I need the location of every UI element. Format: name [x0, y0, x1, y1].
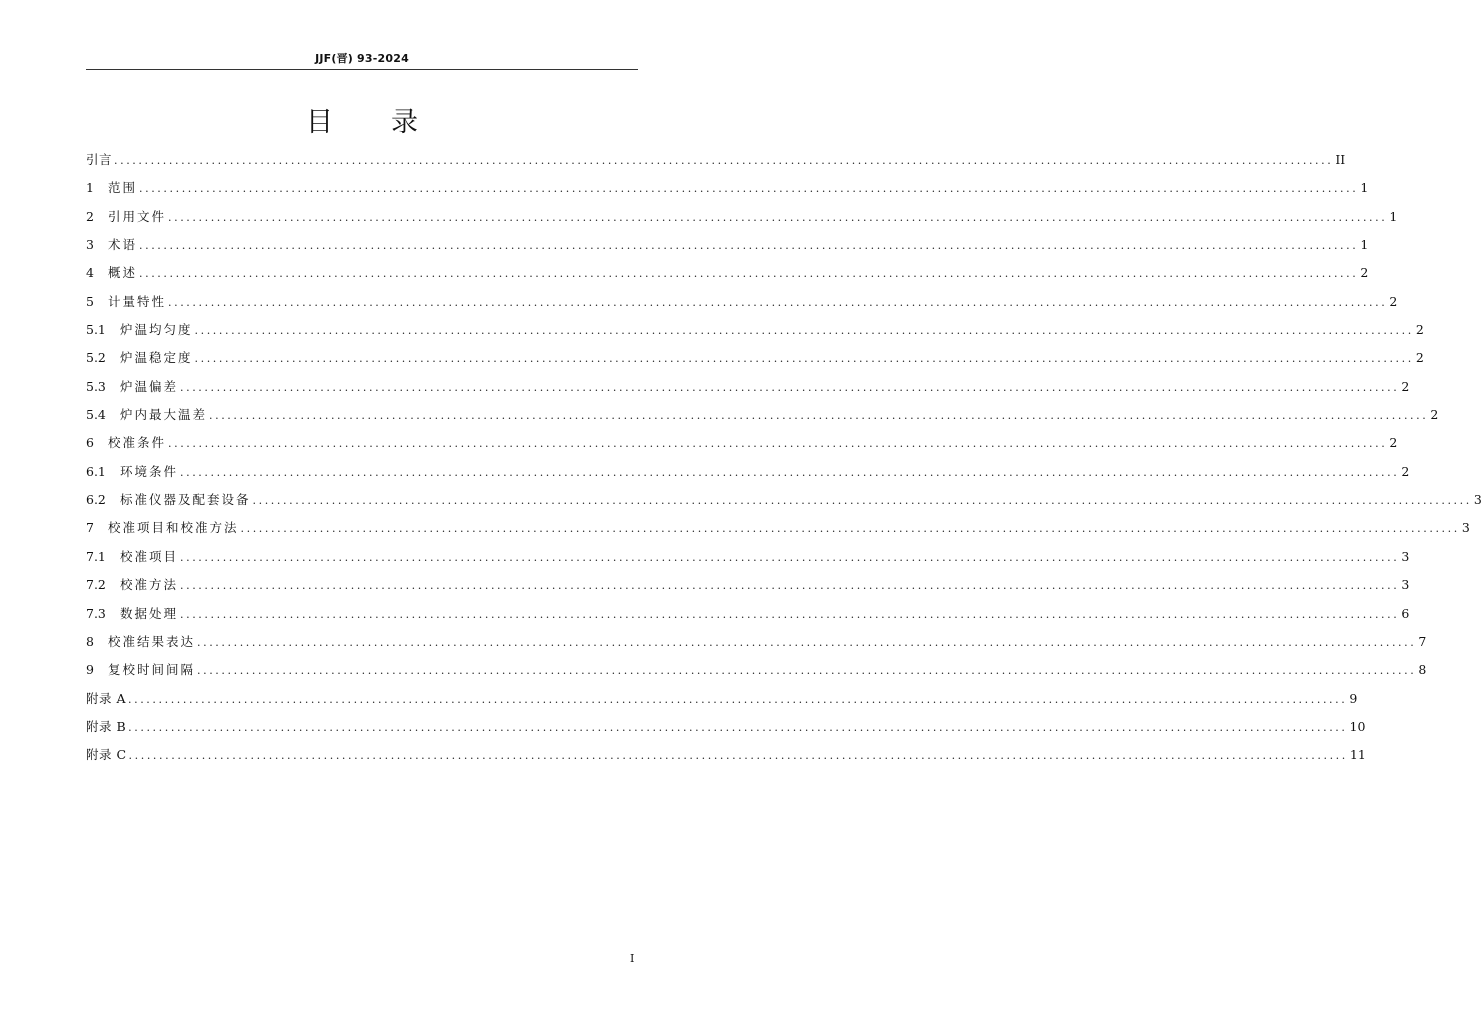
toc-entry[interactable]	[86, 377, 1410, 405]
toc-entry-label: 校准方法	[120, 577, 179, 593]
toc-entry-number: 5	[86, 293, 94, 309]
dot-leader: ........................................................................................................................................................................................................	[168, 437, 1388, 451]
toc-entry-page: 3	[1461, 520, 1470, 536]
document-code-header: JJF(晋) 93-2024	[86, 50, 638, 70]
toc-entry[interactable]	[86, 547, 1410, 575]
dot-leader: ........................................................................................................................................................................................................	[197, 664, 1417, 678]
toc-entry-label: 引言	[86, 152, 113, 167]
toc-entry-number: 9	[86, 662, 94, 678]
toc-entry[interactable]	[86, 292, 1398, 320]
toc-entry-number: 2	[86, 208, 94, 224]
toc-entry[interactable]	[86, 405, 1439, 433]
toc-entry-page: 1	[1360, 180, 1369, 196]
toc-entry-page: 3	[1473, 492, 1482, 508]
toc-entry[interactable]	[86, 150, 1346, 178]
dot-leader: ........................................................................................................................................................................................................	[168, 210, 1388, 224]
toc-entry[interactable]	[86, 320, 1424, 348]
dot-leader: ........................................................................................................................................................................................................	[139, 239, 1359, 253]
dot-leader: ........................................................................................................................................................................................................	[128, 692, 1348, 706]
dot-leader: ........................................................................................................................................................................................................	[180, 607, 1400, 621]
toc-entry[interactable]	[86, 178, 1369, 206]
toc-entry-page: 11	[1349, 747, 1366, 763]
toc-entry-page: 2	[1415, 350, 1424, 366]
page-number: I	[630, 952, 635, 965]
toc-entry-page: 2	[1401, 463, 1410, 479]
dot-leader: ........................................................................................................................................................................................................	[194, 324, 1414, 338]
toc-entry[interactable]	[86, 575, 1410, 603]
toc-entry-number: 7.2	[86, 577, 106, 593]
toc-entry-number: 7.1	[86, 548, 106, 564]
toc-entry-label: 炉温偏差	[120, 378, 179, 394]
page-title	[0, 100, 724, 139]
toc-entry-label: 计量特性	[108, 293, 167, 309]
toc-entry-label: 炉温均匀度	[120, 322, 193, 338]
dot-leader: ........................................................................................................................................................................................................	[180, 550, 1400, 564]
toc-entry-label: 范围	[108, 180, 138, 196]
toc-entry-page: 3	[1401, 577, 1410, 593]
toc-entry-number: 7.3	[86, 605, 106, 621]
toc-entry-page: 2	[1430, 407, 1439, 423]
dot-leader: ........................................................................................................................................................................................................	[180, 579, 1400, 593]
toc-entry-label: 概述	[108, 265, 138, 281]
toc-entry-label: 炉内最大温差	[120, 407, 208, 423]
dot-leader: ........................................................................................................................................................................................................	[180, 380, 1400, 394]
toc-entry-number: 8	[86, 633, 94, 649]
dot-leader: ........................................................................................................................................................................................................	[194, 352, 1414, 366]
toc-entry[interactable]	[86, 689, 1358, 717]
table-of-contents	[86, 150, 1482, 774]
dot-leader: ........................................................................................................................................................................................................	[114, 154, 1334, 167]
toc-entry-number: 5.1	[86, 322, 106, 338]
toc-entry[interactable]	[86, 660, 1427, 688]
toc-entry-number: 4	[86, 265, 94, 281]
toc-entry-page: 2	[1415, 322, 1424, 338]
toc-entry-page: 6	[1401, 605, 1410, 621]
toc-entry-number: 7	[86, 520, 94, 536]
toc-entry-label: 校准项目和校准方法	[108, 520, 239, 536]
toc-entry-label: 复校时间间隔	[108, 662, 196, 678]
toc-entry[interactable]	[86, 462, 1410, 490]
toc-entry[interactable]	[86, 717, 1366, 745]
toc-entry-page: II	[1335, 152, 1346, 167]
title-char-left: 目	[306, 107, 333, 138]
toc-entry-label: 标准仪器及配套设备	[120, 492, 251, 508]
toc-entry-number: 3	[86, 237, 94, 253]
toc-entry[interactable]	[86, 518, 1470, 546]
toc-entry-page: 2	[1401, 378, 1410, 394]
dot-leader: ........................................................................................................................................................................................................	[240, 522, 1460, 536]
dot-leader: ........................................................................................................................................................................................................	[209, 409, 1429, 423]
toc-entry[interactable]	[86, 348, 1424, 376]
dot-leader: ........................................................................................................................................................................................................	[139, 267, 1359, 281]
toc-entry-number: 6.2	[86, 492, 106, 508]
dot-leader: ........................................................................................................................................................................................................	[197, 635, 1417, 649]
dot-leader: ........................................................................................................................................................................................................	[168, 295, 1388, 309]
toc-entry-label: 术语	[108, 237, 138, 253]
toc-entry-label: 引用文件	[108, 208, 167, 224]
toc-entry[interactable]	[86, 433, 1398, 461]
toc-entry-page: 3	[1401, 548, 1410, 564]
toc-entry-label: 附录 A	[86, 690, 127, 706]
title-char-right: 录	[391, 107, 418, 138]
toc-entry[interactable]	[86, 235, 1369, 263]
toc-entry[interactable]	[86, 632, 1427, 660]
toc-entry-page: 1	[1389, 208, 1398, 224]
dot-leader: ........................................................................................................................................................................................................	[252, 494, 1472, 508]
toc-entry-label: 附录 C	[86, 747, 127, 763]
toc-entry-page: 9	[1349, 690, 1358, 706]
toc-entry[interactable]	[86, 263, 1369, 291]
toc-entry-page: 1	[1360, 237, 1369, 253]
dot-leader: ........................................................................................................................................................................................................	[128, 749, 1348, 763]
toc-entry-page: 2	[1360, 265, 1369, 281]
toc-entry-label: 校准结果表达	[108, 633, 196, 649]
toc-entry[interactable]	[86, 604, 1410, 632]
toc-entry-page: 10	[1349, 718, 1366, 734]
toc-entry-label: 数据处理	[120, 605, 179, 621]
dot-leader: ........................................................................................................................................................................................................	[180, 465, 1400, 479]
toc-entry[interactable]	[86, 490, 1482, 518]
toc-entry-label: 环境条件	[120, 463, 179, 479]
toc-entry-label: 校准项目	[120, 548, 179, 564]
toc-entry-label: 附录 B	[86, 718, 127, 734]
toc-entry-number: 6	[86, 435, 94, 451]
toc-entry-number: 5.3	[86, 378, 106, 394]
toc-entry-label: 校准条件	[108, 435, 167, 451]
toc-entry-label: 炉温稳定度	[120, 350, 193, 366]
toc-entry-number: 5.4	[86, 407, 106, 423]
toc-entry-page: 8	[1418, 662, 1427, 678]
dot-leader: ........................................................................................................................................................................................................	[128, 720, 1348, 734]
dot-leader: ........................................................................................................................................................................................................	[139, 182, 1359, 196]
toc-entry-number: 1	[86, 180, 94, 196]
toc-entry-number: 5.2	[86, 350, 106, 366]
toc-entry-page: 2	[1389, 435, 1398, 451]
toc-entry-page: 7	[1418, 633, 1427, 649]
toc-entry[interactable]	[86, 745, 1366, 773]
toc-entry-page: 2	[1389, 293, 1398, 309]
toc-entry[interactable]	[86, 207, 1398, 235]
toc-entry-number: 6.1	[86, 463, 106, 479]
